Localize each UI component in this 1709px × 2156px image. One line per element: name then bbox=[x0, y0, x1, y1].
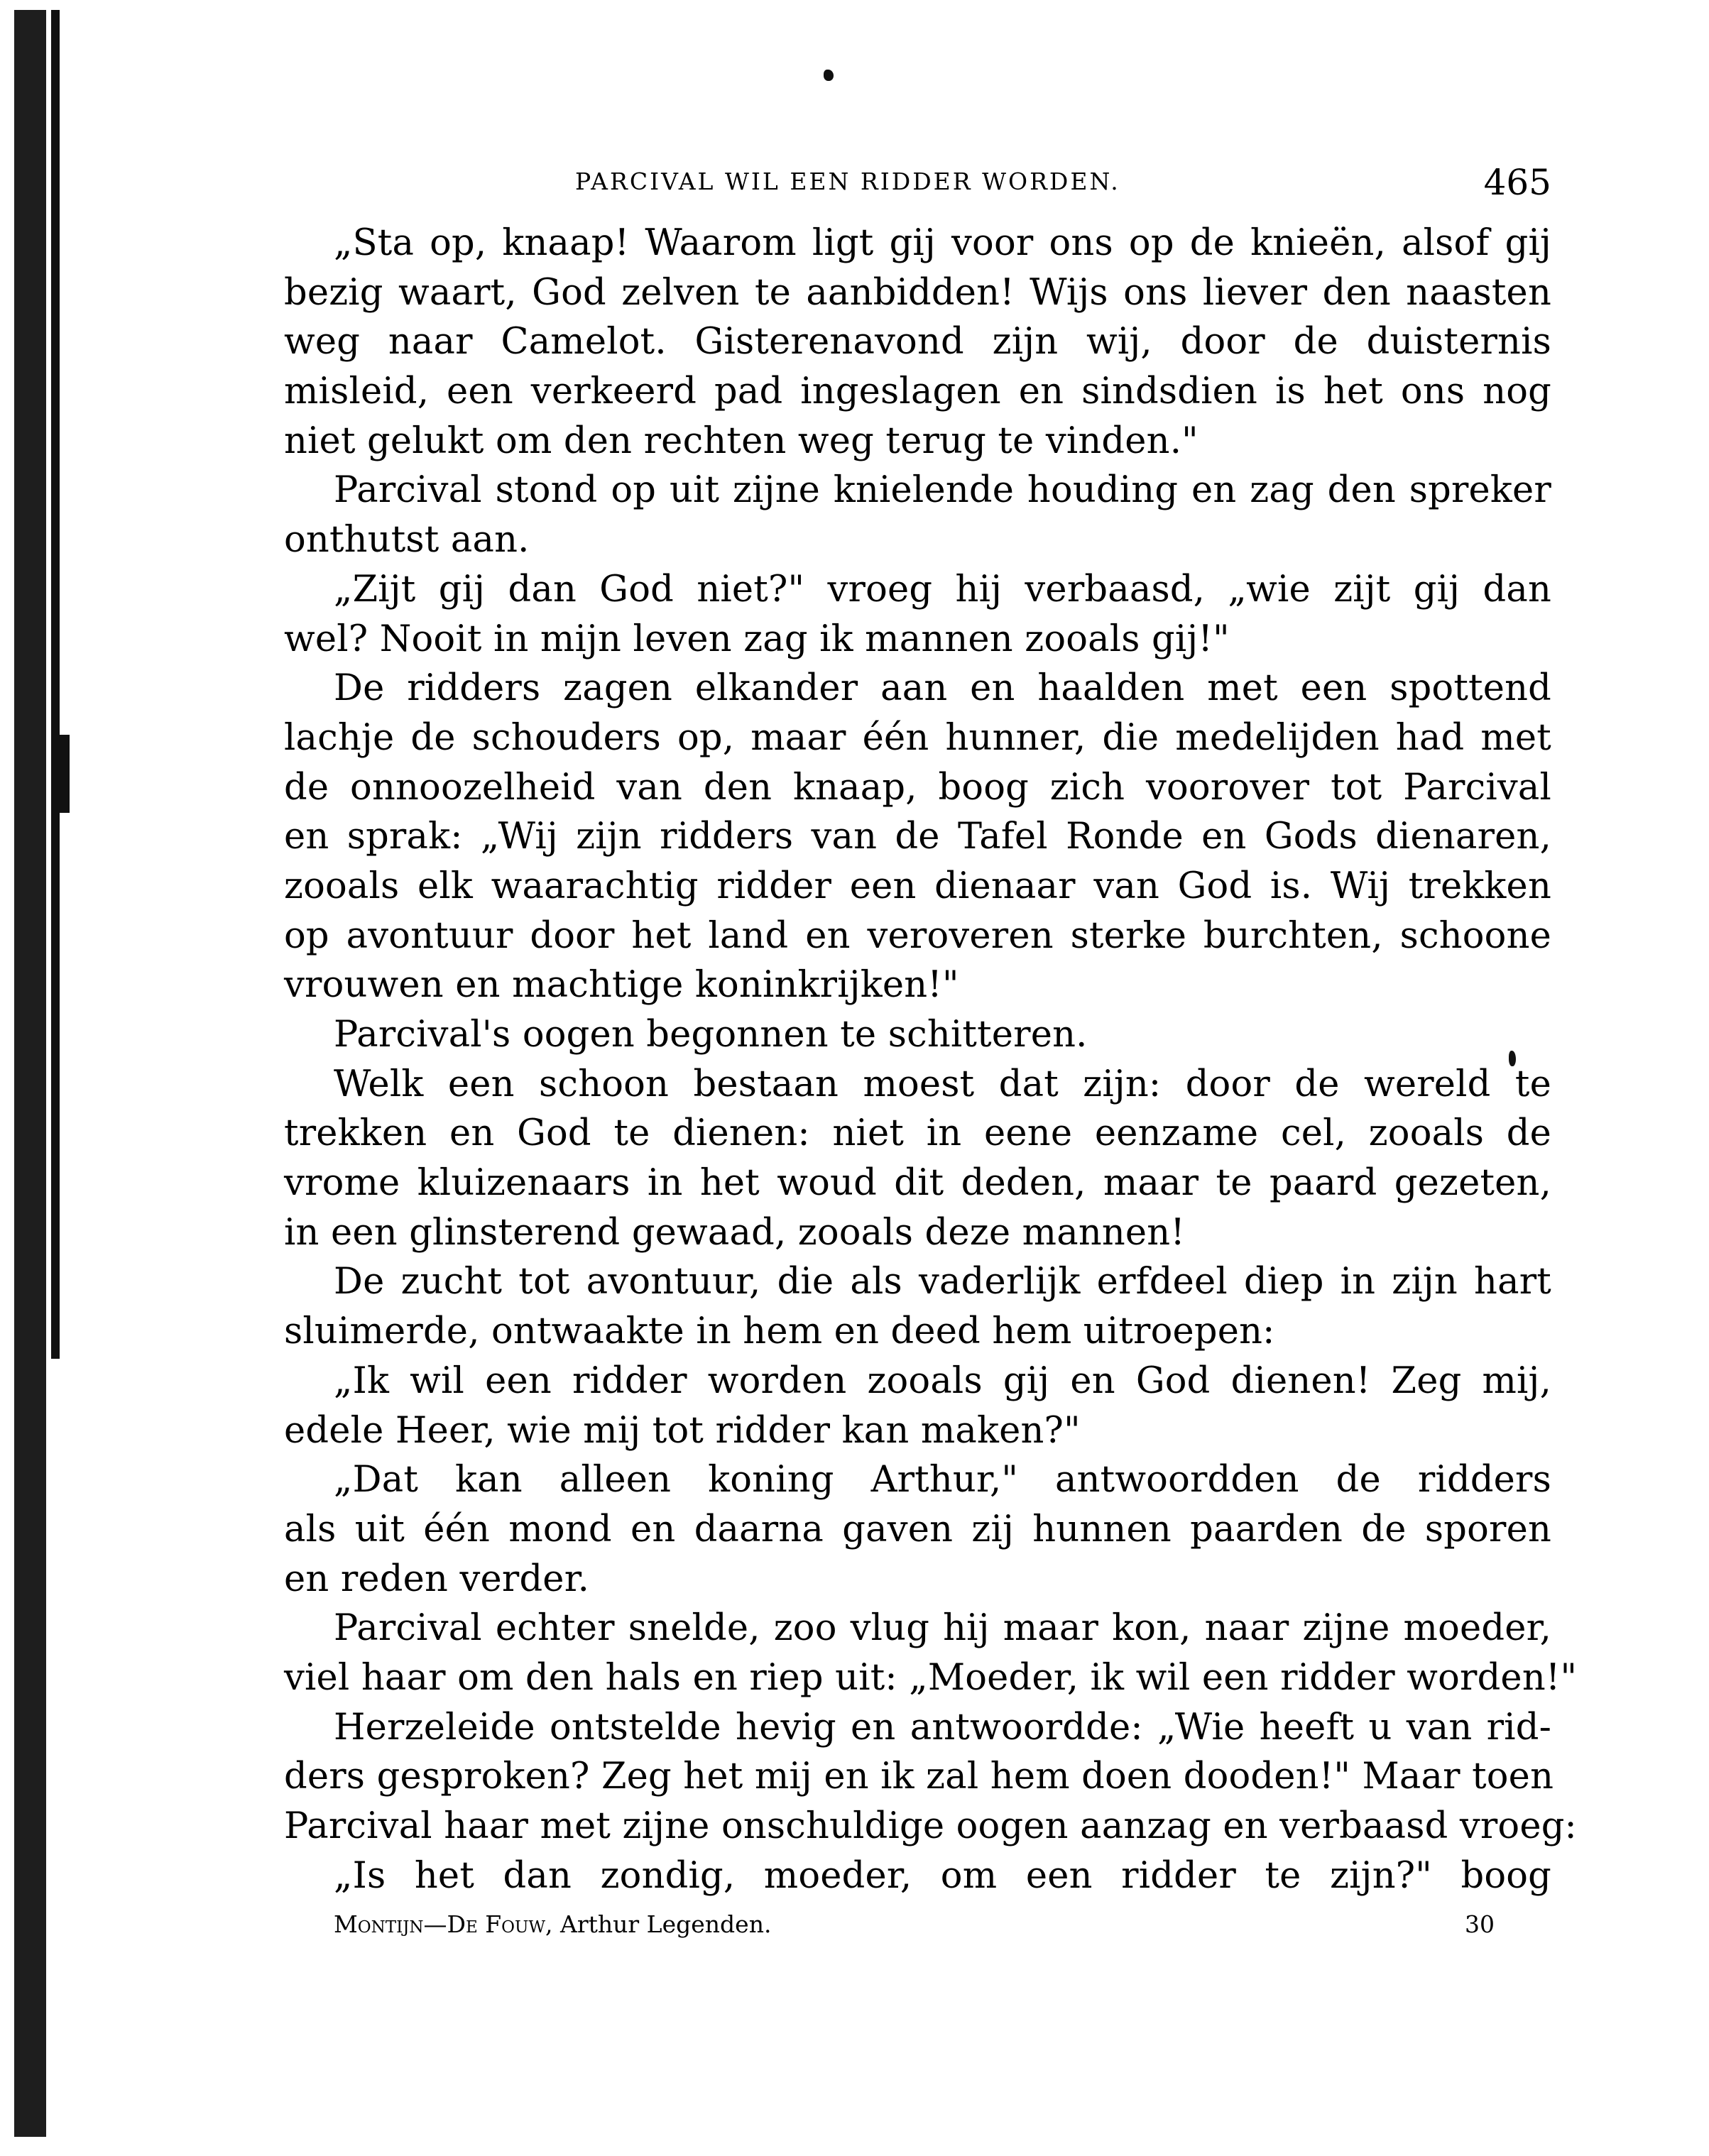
text-line: De zucht tot avontuur, die als vaderlijk erfdeel diep in zijn hart bbox=[334, 1261, 1551, 1303]
text-line: bezig waart, God zelven te aanbidden! Wijs ons liever den naasten bbox=[284, 271, 1551, 314]
text-line: „Dat kan alleen koning Arthur," antwoordden de ridders bbox=[334, 1459, 1551, 1501]
text-line: wel? Nooit in mijn leven zag ik mannen zooals gij!" bbox=[284, 618, 1230, 660]
book-page bbox=[284, 162, 1578, 1953]
signature-number: 30 bbox=[1465, 1910, 1495, 1939]
running-head bbox=[284, 162, 1551, 212]
ink-speck bbox=[824, 70, 834, 81]
text-line: Herzeleide ontstelde hevig en antwoordde: „Wie heeft u van rid- bbox=[334, 1706, 1551, 1749]
text-line: en reden verder. bbox=[284, 1558, 590, 1600]
text-line: Parcival haar met zijne onschuldige oogen aanzag en verbaasd vroeg: bbox=[284, 1805, 1577, 1847]
text-line: in een glinsterend gewaad, zooals deze mannen! bbox=[284, 1211, 1186, 1254]
signature-line bbox=[284, 1910, 1551, 1953]
text-line: vrouwen en machtige koninkrijken!" bbox=[284, 964, 959, 1007]
text-line: Welk een schoon bestaan moest dat zijn: door de wereld te bbox=[334, 1063, 1551, 1105]
text-line: „Is het dan zondig, moeder, om een ridder te zijn?" boog bbox=[334, 1854, 1551, 1897]
signature-title: Arthur Legenden. bbox=[560, 1910, 772, 1939]
body-text bbox=[284, 219, 1578, 1900]
text-line: als uit één mond en daarna gaven zij hunnen paarden de sporen bbox=[284, 1508, 1551, 1550]
text-line: ders gesproken? Zeg het mij en ik zal hem doen dooden!" Maar toen bbox=[284, 1756, 1554, 1798]
signature-authors: Montijn—De Fouw, bbox=[334, 1910, 553, 1939]
text-line: misleid, een verkeerd pad ingeslagen en sindsdien is het ons nog bbox=[284, 371, 1551, 413]
text-line: de onnoozelheid van den knaap, boog zich voorover tot Parcival bbox=[284, 766, 1551, 809]
text-line: edele Heer, wie mij tot ridder kan maken?" bbox=[284, 1409, 1081, 1452]
book-binding-shadow bbox=[14, 10, 46, 2137]
text-line: weg naar Camelot. Gisterenavond zijn wij, door de duisternis bbox=[284, 321, 1551, 363]
page-gutter-edge bbox=[51, 10, 60, 1359]
text-line: onthutst aan. bbox=[284, 519, 530, 562]
text-line: op avontuur door het land en veroveren sterke burchten, schoone bbox=[284, 914, 1551, 957]
page-number: 465 bbox=[1483, 162, 1551, 203]
text-line: zooals elk waarachtig ridder een dienaar van God is. Wij trekken bbox=[284, 865, 1551, 907]
text-line: niet gelukt om den rechten weg terug te vinden." bbox=[284, 420, 1199, 462]
text-line: trekken en God te dienen: niet in eene eenzame cel, zooals de bbox=[284, 1112, 1551, 1155]
text-line: Parcival stond op uit zijne knielende houding en zag den spreker bbox=[334, 469, 1551, 512]
text-line: „Sta op, knaap! Waarom ligt gij voor ons op de knieën, alsof gij bbox=[334, 222, 1551, 264]
text-line: „Ik wil een ridder worden zooals gij en God dienen! Zeg mij, bbox=[334, 1359, 1551, 1402]
page-gutter-mark bbox=[55, 735, 70, 813]
text-line: vrome kluizenaars in het woud dit deden, maar te paard gezeten, bbox=[284, 1162, 1551, 1205]
text-line: en sprak: „Wij zijn ridders van de Tafel Ronde en Gods dienaren, bbox=[284, 816, 1551, 858]
text-line: viel haar om den hals en riep uit: „Moeder, ik wil een ridder worden!" bbox=[284, 1656, 1578, 1699]
text-line: Parcival echter snelde, zoo vlug hij maar kon, naar zijne moeder, bbox=[334, 1607, 1551, 1650]
text-line: sluimerde, ontwaakte in hem en deed hem uitroepen: bbox=[284, 1310, 1275, 1353]
text-line: Parcival's oogen begonnen te schitteren. bbox=[334, 1014, 1088, 1056]
running-title: PARCIVAL WIL EEN RIDDER WORDEN. bbox=[575, 168, 1120, 195]
text-line: lachje de schouders op, maar één hunner, die medelijden had met bbox=[284, 716, 1551, 759]
text-line: De ridders zagen elkander aan en haalden met een spottend bbox=[334, 667, 1551, 710]
text-line: „Zijt gij dan God niet?" vroeg hij verbaasd, „wie zijt gij dan bbox=[334, 568, 1551, 611]
signature-credit bbox=[334, 1910, 771, 1938]
